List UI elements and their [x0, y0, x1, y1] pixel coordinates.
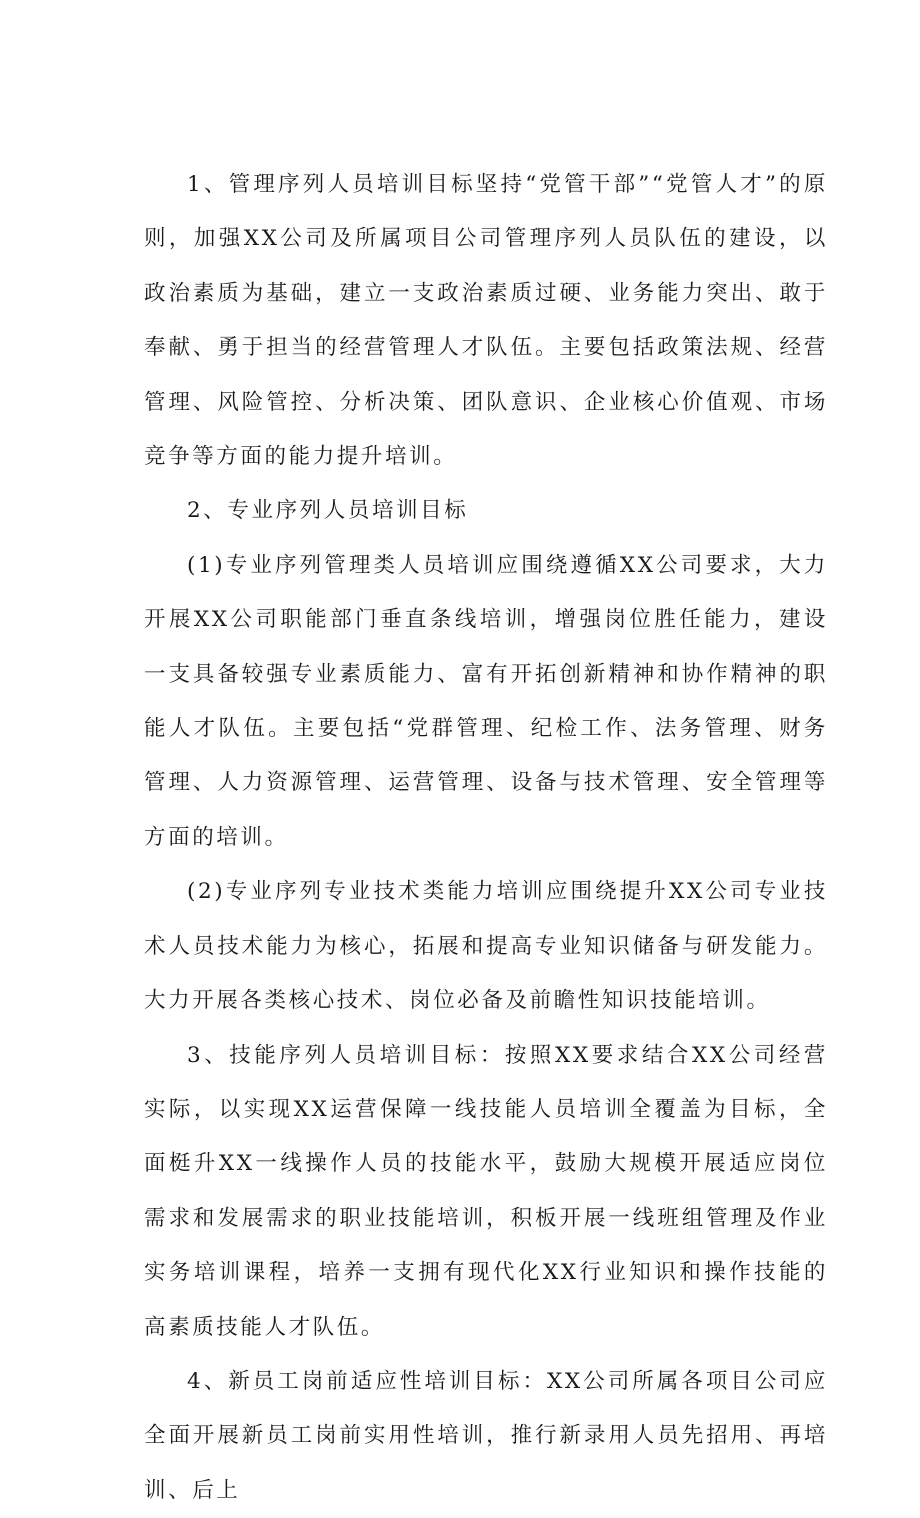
- paragraph-skill-training-goal: 3、技能序列人员培训目标：按照XX要求结合XX公司经营实际，以实现XX运营保障一线技能人员培训全覆盖为目标，全面梃升XX一线操作人员的技能水平，鼓励大规模开展适应岗位需求和发展需求的职业技能培训，积板开展一线班组管理及作业实务培训课程，培养一支拥有现代化XX行业知识和操作技能的高素质技能人才队伍。: [144, 1042, 828, 1340]
- paragraph-management-training-goal: 1、管理序列人员培训目标坚持“党管干部”“党管人才”的原则，加强XX公司及所属项目公司管理序列人员队伍的建设，以政治素质为基础，建立一支政治素质过硬、业务能力突出、敢于奉献、勇于担当的经营管理人才队伍。主要包括政策法规、经营管理、风险管控、分析决策、团队意识、企业核心价值观、市场竞争等方面的能力提升培训。: [144, 172, 828, 470]
- paragraph-new-employee-training-goal: 4、新员工岗前适应性培训目标：XX公司所属各项目公司应全面开展新员工岗前实用性培训，推行新录用人员先招用、再培训、后上: [144, 1368, 828, 1503]
- document-body: [144, 158, 828, 1518]
- heading-professional-training-goal: 2、专业序列人员培训目标: [187, 498, 469, 524]
- paragraph-professional-technical-training: (2)专业序列专业技术类能力培训应围绕提升XX公司专业技术人员技术能力为核心，拓展和提高专业知识储备与研发能力。大力开展各类核心技术、岗位必备及前瞻性知识技能培训。: [144, 879, 828, 1014]
- paragraph-professional-management-training: (1)专业序列管理类人员培训应围绕遵循XX公司要求，大力开展XX公司职能部门垂直条线培训，增强岗位胜任能力，建设一支具备较强专业素质能力、富有开拓创新精神和协作精神的职能人才队伍。主要包括“党群管理、纪检工作、法务管理、财务管理、人力资源管理、运营管理、设备与技术管理、安全管理等方面的培训。: [144, 552, 828, 850]
